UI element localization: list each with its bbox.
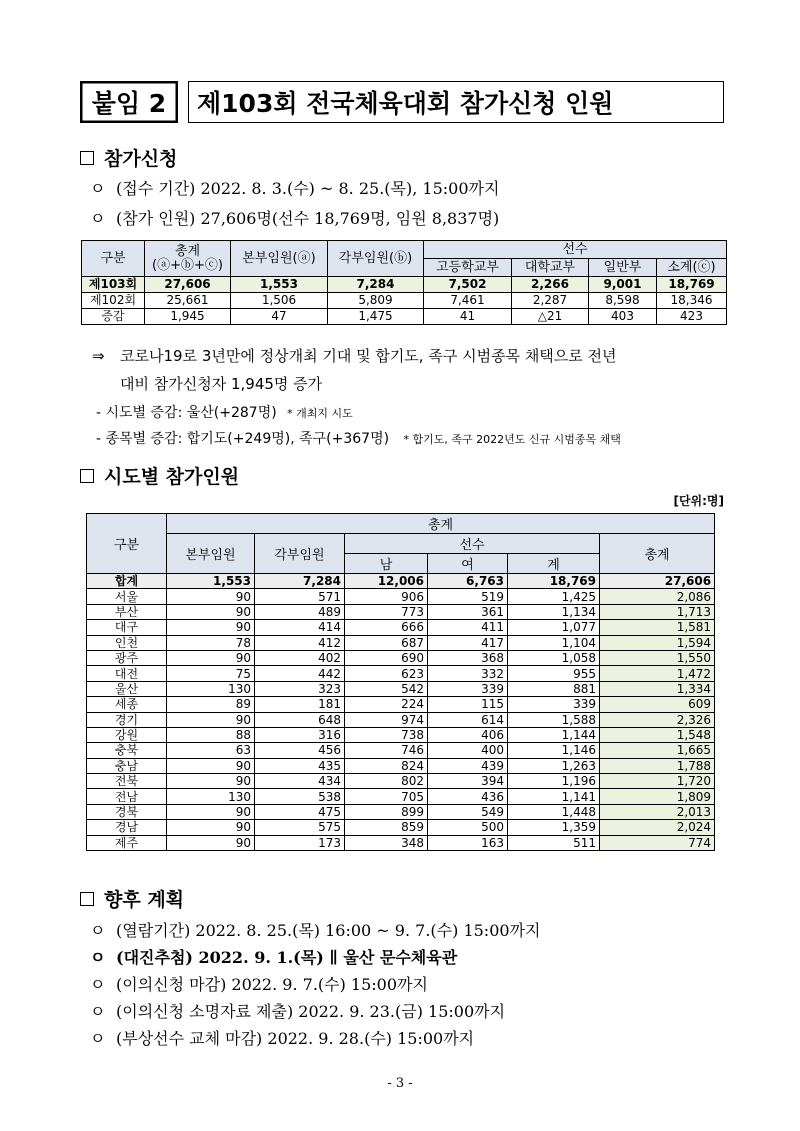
table-row <box>87 835 715 850</box>
table-cell: 955 <box>508 666 600 681</box>
table-cell: 1,425 <box>508 589 600 604</box>
table-row <box>82 293 727 309</box>
table-cell: 411 <box>428 620 508 635</box>
table-cell: 9,001 <box>589 277 657 293</box>
table-cell: 500 <box>428 820 508 835</box>
region-label: 부산 <box>87 604 167 619</box>
summary-text: 코로나19로 3년만에 정상개최 기대 및 합기도, 족구 시범종목 채택으로 전년 <box>120 347 617 365</box>
table-cell: 1,472 <box>600 666 715 681</box>
header-total: 총계 <box>600 534 715 574</box>
region-label: 서울 <box>87 589 167 604</box>
table-cell: 738 <box>345 727 428 742</box>
table-cell: 614 <box>428 712 508 727</box>
table-cell: 90 <box>167 758 255 773</box>
table-cell: 6,763 <box>428 574 508 589</box>
header-sum: 계 <box>508 554 600 574</box>
table-cell: 75 <box>167 666 255 681</box>
table-cell: 115 <box>428 697 508 712</box>
table-cell: 489 <box>255 604 345 619</box>
region-label: 전북 <box>87 774 167 789</box>
section-heading-plans <box>80 885 184 912</box>
table-cell: 1,134 <box>508 604 600 619</box>
bullet-icon: ㅇ <box>90 209 106 228</box>
plan-item-draw <box>90 945 457 968</box>
bullet-icon: ㅇ <box>90 1002 106 1021</box>
table-cell: 2,326 <box>600 712 715 727</box>
table-cell: 2,086 <box>600 589 715 604</box>
bullet-icon: ㅇ <box>90 948 106 967</box>
table-cell: 368 <box>428 650 508 665</box>
table-row <box>87 620 715 635</box>
bullet-icon: ㅇ <box>90 179 106 198</box>
table-cell: 575 <box>255 820 345 835</box>
table-cell: 173 <box>255 835 345 850</box>
table-cell: 90 <box>167 650 255 665</box>
table-cell: 1,146 <box>508 743 600 758</box>
bullet-icon: ㅇ <box>90 921 106 940</box>
note-text: - 시도별 증감: 울산(+287명) <box>96 405 277 421</box>
table-cell: 475 <box>255 804 345 819</box>
table-row <box>87 666 715 681</box>
table-cell: 414 <box>255 620 345 635</box>
table-cell: 1,588 <box>508 712 600 727</box>
sport-change-note <box>96 428 621 448</box>
table-row <box>87 604 715 619</box>
header-high: 고등학교부 <box>424 259 512 277</box>
section-heading-text: 향후 계획 <box>104 889 185 911</box>
header-athletes: 선수 <box>345 534 600 554</box>
table-row <box>87 820 715 835</box>
table-cell: 773 <box>345 604 428 619</box>
table-cell: 63 <box>167 743 255 758</box>
table-cell: 90 <box>167 620 255 635</box>
table-cell: 2,024 <box>600 820 715 835</box>
header-gakbu: 각부임원 <box>255 534 345 574</box>
header-total: 총계 (ⓐ+ⓑ+ⓒ) <box>145 241 231 277</box>
table-cell: 47 <box>231 309 328 325</box>
summary-line-2: 대비 참가신청자 1,945명 증가 <box>120 375 323 393</box>
table-cell: 18,769 <box>508 574 600 589</box>
table-cell: 705 <box>345 789 428 804</box>
table-cell: 899 <box>345 804 428 819</box>
region-label: 대전 <box>87 666 167 681</box>
table-cell: 90 <box>167 835 255 850</box>
table-cell: 7,284 <box>328 277 424 293</box>
table-cell: 7,502 <box>424 277 512 293</box>
table-cell: 1,141 <box>508 789 600 804</box>
table-cell: 1,077 <box>508 620 600 635</box>
table-cell: 27,606 <box>600 574 715 589</box>
note-footnote: * 개최지 시도 <box>287 407 353 420</box>
list-item-text: (접수 기간) 2022. 8. 3.(수) ~ 8. 25.(목), 15:00까지 <box>116 179 500 198</box>
table-cell: 434 <box>255 774 345 789</box>
table-cell: 1,334 <box>600 681 715 696</box>
table-cell: 1,475 <box>328 309 424 325</box>
table-cell: 130 <box>167 789 255 804</box>
table-cell: 519 <box>428 589 508 604</box>
list-item-text: (이의신청 마감) 2022. 9. 7.(수) 15:00까지 <box>116 975 428 994</box>
checkbox-square-icon <box>80 151 94 165</box>
table-cell: 859 <box>345 820 428 835</box>
table-cell: 2,287 <box>512 293 589 309</box>
table-cell: 18,346 <box>657 293 727 309</box>
table-cell: 1,548 <box>600 727 715 742</box>
page-number: - 3 - <box>387 1076 413 1091</box>
table-cell: 25,661 <box>145 293 231 309</box>
table-cell: 1,104 <box>508 635 600 650</box>
table-row <box>87 650 715 665</box>
region-label: 세종 <box>87 697 167 712</box>
table-cell: 1,809 <box>600 789 715 804</box>
table-cell: 417 <box>428 635 508 650</box>
table-cell: 1,581 <box>600 620 715 635</box>
table-cell: 1,506 <box>231 293 328 309</box>
table-cell: 163 <box>428 835 508 850</box>
table-row <box>87 681 715 696</box>
plan-item-objection-deadline <box>90 972 428 995</box>
region-label: 전남 <box>87 789 167 804</box>
table-cell: 402 <box>255 650 345 665</box>
row-label: 제102회 <box>82 293 145 309</box>
table-cell: 623 <box>345 666 428 681</box>
table-cell: 1,263 <box>508 758 600 773</box>
table-cell: 609 <box>600 697 715 712</box>
header-bonbu: 본부임원(ⓐ) <box>231 241 328 277</box>
table-cell: 1,448 <box>508 804 600 819</box>
table-row <box>87 774 715 789</box>
section-heading-registration <box>80 144 177 171</box>
table-cell: 90 <box>167 589 255 604</box>
region-label: 경기 <box>87 712 167 727</box>
table-cell: 549 <box>428 804 508 819</box>
table-cell: 403 <box>589 309 657 325</box>
table-cell: 89 <box>167 697 255 712</box>
table-cell: 18,769 <box>657 277 727 293</box>
table-cell: 1,553 <box>231 277 328 293</box>
table-cell: 442 <box>255 666 345 681</box>
region-change-note <box>96 402 353 422</box>
header-male: 남 <box>345 554 428 574</box>
table-cell: 1,594 <box>600 635 715 650</box>
table-cell: 1,144 <box>508 727 600 742</box>
arrow-icon: ⇒ <box>92 347 105 365</box>
region-label: 경북 <box>87 804 167 819</box>
section-heading-regions <box>80 462 239 489</box>
table-cell: 8,598 <box>589 293 657 309</box>
table-cell: 7,284 <box>255 574 345 589</box>
table-cell: 1,058 <box>508 650 600 665</box>
table-row <box>87 635 715 650</box>
table-cell: 88 <box>167 727 255 742</box>
table-cell: 1,720 <box>600 774 715 789</box>
table-cell: 687 <box>345 635 428 650</box>
table-cell: 511 <box>508 835 600 850</box>
unit-label: [단위:명] <box>673 494 724 508</box>
region-label: 충북 <box>87 743 167 758</box>
table-cell: 439 <box>428 758 508 773</box>
table-cell: 1,553 <box>167 574 255 589</box>
bullet-icon: ㅇ <box>90 975 106 994</box>
region-label: 강원 <box>87 727 167 742</box>
list-item-text: (부상선수 교체 마감) 2022. 9. 28.(수) 15:00까지 <box>116 1029 475 1048</box>
header-total-group: 총계 <box>167 514 715 534</box>
page-title: 제103회 전국체육대회 참가신청 인원 <box>188 81 724 123</box>
table-cell: 2,266 <box>512 277 589 293</box>
bullet-icon: ㅇ <box>90 1029 106 1048</box>
table-row <box>87 789 715 804</box>
region-label: 울산 <box>87 681 167 696</box>
table-cell: 824 <box>345 758 428 773</box>
section-heading-text: 참가신청 <box>104 148 178 170</box>
row-label: 제103회 <box>82 277 145 293</box>
table-row <box>82 309 727 325</box>
header-bonbu: 본부임원 <box>167 534 255 574</box>
table-cell: 90 <box>167 820 255 835</box>
table-cell: 90 <box>167 604 255 619</box>
section-heading-text: 시도별 참가인원 <box>104 466 240 488</box>
table-cell: 41 <box>424 309 512 325</box>
table-cell: 339 <box>508 697 600 712</box>
table-cell: 802 <box>345 774 428 789</box>
list-item-text: (참가 인원) 27,606명(선수 18,769명, 임원 8,837명) <box>116 209 500 228</box>
table-cell: 400 <box>428 743 508 758</box>
list-item-text: (대진추첨) 2022. 9. 1.(목) ∥ 울산 문수체육관 <box>116 948 458 967</box>
table-cell: 78 <box>167 635 255 650</box>
table-cell: 538 <box>255 789 345 804</box>
header-univ: 대학교부 <box>512 259 589 277</box>
table-cell: 435 <box>255 758 345 773</box>
table-cell: 2,013 <box>600 804 715 819</box>
table-cell: 1,196 <box>508 774 600 789</box>
list-item-text: (열람기간) 2022. 8. 25.(목) 16:00 ~ 9. 7.(수) 15:00까지 <box>116 921 541 940</box>
table-cell: 339 <box>428 681 508 696</box>
table-cell: 423 <box>657 309 727 325</box>
table-cell: 12,006 <box>345 574 428 589</box>
table-cell: 7,461 <box>424 293 512 309</box>
region-label: 대구 <box>87 620 167 635</box>
table-cell: 348 <box>345 835 428 850</box>
attachment-label: 붙임 2 <box>80 81 178 123</box>
region-label: 인천 <box>87 635 167 650</box>
table-cell: 90 <box>167 774 255 789</box>
list-item-text: (이의신청 소명자료 제출) 2022. 9. 23.(금) 15:00까지 <box>116 1002 506 1021</box>
table-cell: 1,713 <box>600 604 715 619</box>
table-cell: 224 <box>345 697 428 712</box>
table-cell: 412 <box>255 635 345 650</box>
table-row <box>87 589 715 604</box>
header-gubun: 구분 <box>82 241 145 277</box>
table-row <box>82 277 727 293</box>
table-row <box>87 727 715 742</box>
header-subtotal: 소계(ⓒ) <box>657 259 727 277</box>
table-cell: 323 <box>255 681 345 696</box>
table-cell: 436 <box>428 789 508 804</box>
table-cell: △21 <box>512 309 589 325</box>
header-female: 여 <box>428 554 508 574</box>
table-cell: 906 <box>345 589 428 604</box>
table-row <box>87 743 715 758</box>
table-cell: 5,809 <box>328 293 424 309</box>
table-cell: 1,665 <box>600 743 715 758</box>
table-cell: 1,788 <box>600 758 715 773</box>
registration-comparison-table <box>81 240 727 325</box>
table-cell: 90 <box>167 712 255 727</box>
table-cell: 27,606 <box>145 277 231 293</box>
table-row <box>87 804 715 819</box>
registration-count <box>90 206 499 229</box>
table-cell: 974 <box>345 712 428 727</box>
plan-item-objection-materials <box>90 999 505 1022</box>
table-cell: 542 <box>345 681 428 696</box>
region-participants-table <box>86 513 715 851</box>
plan-item-viewing <box>90 918 540 941</box>
note-text: - 종목별 증감: 합기도(+249명), 족구(+367명) <box>96 431 390 447</box>
table-cell: 774 <box>600 835 715 850</box>
table-cell: 666 <box>345 620 428 635</box>
table-cell: 1,359 <box>508 820 600 835</box>
table-cell: 181 <box>255 697 345 712</box>
table-cell: 881 <box>508 681 600 696</box>
table-cell: 1,945 <box>145 309 231 325</box>
region-label: 경남 <box>87 820 167 835</box>
table-row <box>87 712 715 727</box>
header-general: 일반부 <box>589 259 657 277</box>
table-cell: 648 <box>255 712 345 727</box>
table-cell: 746 <box>345 743 428 758</box>
table-cell: 316 <box>255 727 345 742</box>
region-label: 제주 <box>87 835 167 850</box>
table-row <box>87 758 715 773</box>
table-cell: 130 <box>167 681 255 696</box>
row-label: 증감 <box>82 309 145 325</box>
table-row <box>87 697 715 712</box>
region-label: 충남 <box>87 758 167 773</box>
region-label: 합계 <box>87 574 167 589</box>
table-cell: 394 <box>428 774 508 789</box>
checkbox-square-icon <box>80 892 94 906</box>
table-cell: 361 <box>428 604 508 619</box>
header-athletes: 선수 <box>424 241 727 259</box>
table-cell: 690 <box>345 650 428 665</box>
note-footnote: * 합기도, 족구 2022년도 신규 시범종목 채택 <box>403 433 621 446</box>
table-cell: 571 <box>255 589 345 604</box>
table-cell: 332 <box>428 666 508 681</box>
table-cell: 90 <box>167 804 255 819</box>
checkbox-square-icon <box>80 469 94 483</box>
table-cell: 406 <box>428 727 508 742</box>
registration-period <box>90 176 499 199</box>
header-gakbu: 각부임원(ⓑ) <box>328 241 424 277</box>
table-cell: 1,550 <box>600 650 715 665</box>
table-cell: 456 <box>255 743 345 758</box>
plan-item-replacement-deadline <box>90 1026 474 1049</box>
table-row-total <box>87 574 715 589</box>
header-gubun: 구분 <box>87 514 167 574</box>
region-label: 광주 <box>87 650 167 665</box>
summary-line-1 <box>92 345 617 366</box>
